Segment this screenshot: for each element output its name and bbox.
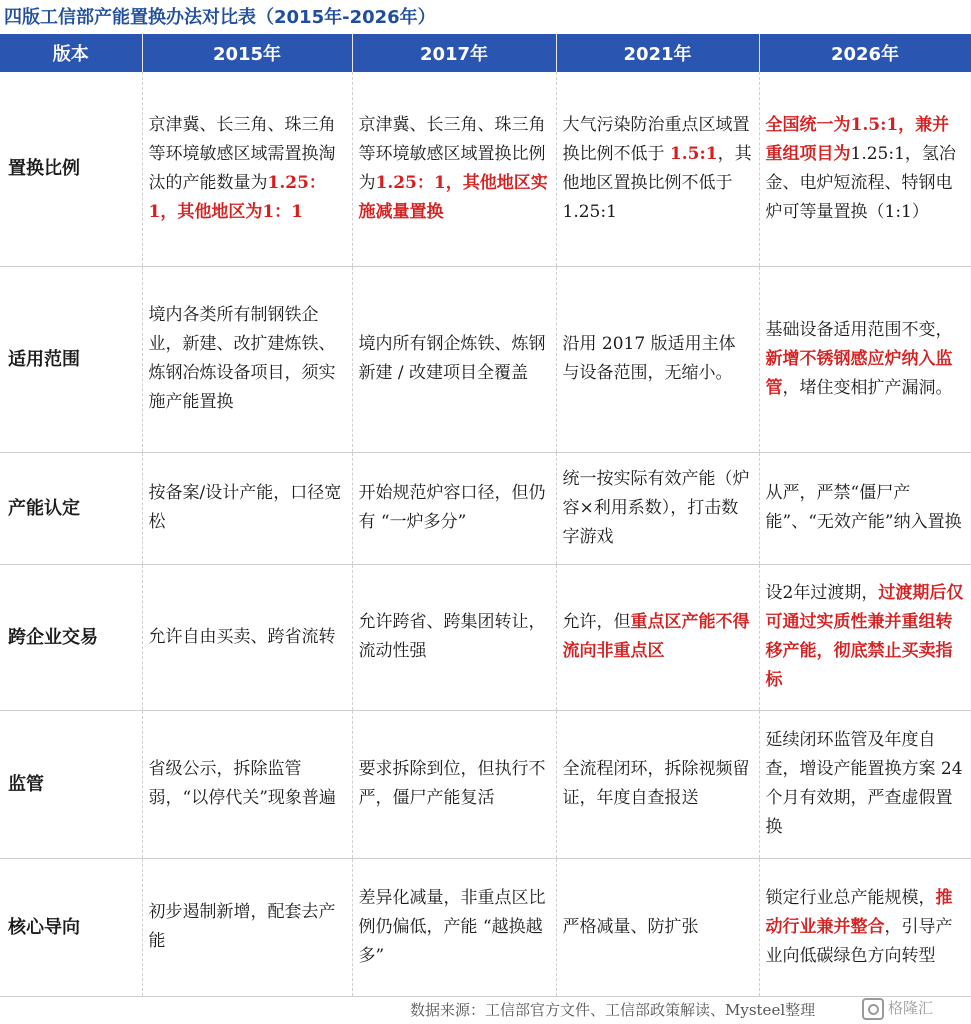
- cell-text: 统一按实际有效产能（炉容×利用系数），打击数字游戏: [562, 468, 750, 547]
- cell-2017: [352, 266, 556, 452]
- cell-2026: [759, 72, 971, 266]
- cell-text: 差异化减量，非重点区比例仍偏低，产能 “越换越多”: [358, 887, 546, 966]
- table-body: [0, 72, 971, 996]
- cell-2017: [352, 72, 556, 266]
- table-row: [0, 564, 971, 710]
- header-row: [0, 34, 971, 72]
- table-row: [0, 452, 971, 564]
- cell-2015: [142, 710, 352, 858]
- header-cell-2026: 2026年: [759, 34, 971, 72]
- cell-2026: [759, 564, 971, 710]
- cell-2026: [759, 266, 971, 452]
- cell-2015: [142, 72, 352, 266]
- cell-2021: [556, 452, 759, 564]
- row-label: 适用范围: [0, 266, 142, 452]
- cell-text: 要求拆除到位，但执行不严，僵尸产能复活: [358, 759, 546, 808]
- cell-text: 境内各类所有制钢铁企业，新建、改扩建炼铁、炼钢冶炼设备项目，须实施产能置换: [148, 305, 336, 412]
- cell-2021: [556, 72, 759, 266]
- cell-text: 从严，严禁“僵尸产能”、“无效产能”纳入置换: [765, 483, 962, 532]
- cell-text: ，堵住变相扩产漏洞。: [782, 377, 953, 398]
- row-label: 置换比例: [0, 72, 142, 266]
- cell-text: 省级公示，拆除监管弱，“以停代关”现象普遍: [148, 759, 336, 808]
- header-cell-2021: 2021年: [556, 34, 759, 72]
- cell-text: 设2年过渡期，: [765, 583, 879, 603]
- cell-2026: [759, 452, 971, 564]
- row-label: 跨企业交易: [0, 564, 142, 710]
- source-note: 数据来源：工信部官方文件、工信部政策解读、Mysteel整理: [410, 1001, 816, 1019]
- header-cell-version: 版本: [0, 34, 142, 72]
- cell-text: 基础设备适用范围不变，: [765, 319, 953, 340]
- cell-text: ，其他地区置换比例不低于 1.25:1: [562, 143, 752, 222]
- cell-text: 开始规范炉容口径，但仍有 “一炉多分”: [358, 483, 546, 532]
- cell-text: 境内所有钢企炼铁、炼钢新建 / 改建项目全覆盖: [358, 334, 546, 383]
- highlight-text: 重点区产能不得流向非重点区: [562, 612, 750, 661]
- cell-text: 1.25:1，氢冶金、电炉短流程、特钢电炉可等量置换（1:1）: [765, 143, 956, 222]
- cell-text: 允许跨省、跨集团转让，流动性强: [358, 612, 546, 661]
- highlight-text: 1.25：1，其他地区实施减量置换: [358, 172, 548, 222]
- cell-text: 初步遏制新增，配套去产能: [148, 902, 336, 951]
- cell-text: 延续闭环监管及年度自查，增设产能置换方案 24 个月有效期，严查虚假置换: [765, 730, 963, 837]
- cell-text: 锁定行业总产能规模，: [765, 887, 936, 908]
- cell-2017: [352, 858, 556, 996]
- table-row: [0, 266, 971, 452]
- cell-text: 全流程闭环，拆除视频留证，年度自查报送: [562, 759, 750, 808]
- row-label: 产能认定: [0, 452, 142, 564]
- cell-text: ，引导产业向低碳绿色方向转型: [765, 916, 953, 966]
- watermark-text: 格隆汇: [888, 999, 934, 1017]
- highlight-text: 1.5:1: [669, 143, 718, 164]
- cell-2017: [352, 564, 556, 710]
- header-cell-2017: 2017年: [352, 34, 556, 72]
- comparison-table: [0, 34, 971, 997]
- cell-2021: [556, 858, 759, 996]
- row-label: 监管: [0, 710, 142, 858]
- table-row: [0, 72, 971, 266]
- cell-2026: [759, 858, 971, 996]
- cell-text: 允许自由买卖、跨省流转: [148, 626, 336, 647]
- cell-text: 沿用 2017 版适用主体与设备范围，无缩小。: [562, 334, 736, 383]
- highlight-text: 全国统一为1.5:1，兼并重组项目为: [765, 114, 950, 164]
- cell-2021: [556, 564, 759, 710]
- cell-text: 京津冀、长三角、珠三角等环境敏感区域置换比例为: [358, 114, 546, 193]
- cell-2015: [142, 266, 352, 452]
- cell-text: 严格减量、防扩张: [562, 916, 699, 937]
- cell-2017: [352, 452, 556, 564]
- cell-2015: [142, 858, 352, 996]
- cell-2021: [556, 266, 759, 452]
- cell-2026: [759, 710, 971, 858]
- cell-2021: [556, 710, 759, 858]
- cell-2015: [142, 452, 352, 564]
- watermark-logo-icon: [862, 998, 884, 1020]
- watermark: [862, 994, 933, 1022]
- cell-text: 按备案/设计产能，口径宽松: [148, 483, 342, 532]
- cell-text: 大气污染防治重点区域置换比例不低于: [562, 114, 750, 164]
- row-label: 核心导向: [0, 858, 142, 996]
- page-title: 四版工信部产能置换办法对比表（2015年-2026年）: [4, 7, 436, 28]
- highlight-text: 1.25：1，其他地区为1：1: [148, 172, 326, 222]
- highlight-text: 推动行业兼并整合: [765, 887, 953, 937]
- highlight-text: 过渡期后仅可通过实质性兼并重组转移产能，彻底禁止买卖指标: [765, 583, 964, 690]
- table-row: [0, 858, 971, 996]
- cell-text: 京津冀、长三角、珠三角等环境敏感区域需置换淘汰的产能数量为: [148, 114, 336, 193]
- cell-2017: [352, 710, 556, 858]
- cell-2015: [142, 564, 352, 710]
- highlight-text: 新增不锈钢感应炉纳入监管: [765, 348, 953, 398]
- table-row: [0, 710, 971, 858]
- header-cell-2015: 2015年: [142, 34, 352, 72]
- cell-text: 允许，但: [562, 612, 631, 632]
